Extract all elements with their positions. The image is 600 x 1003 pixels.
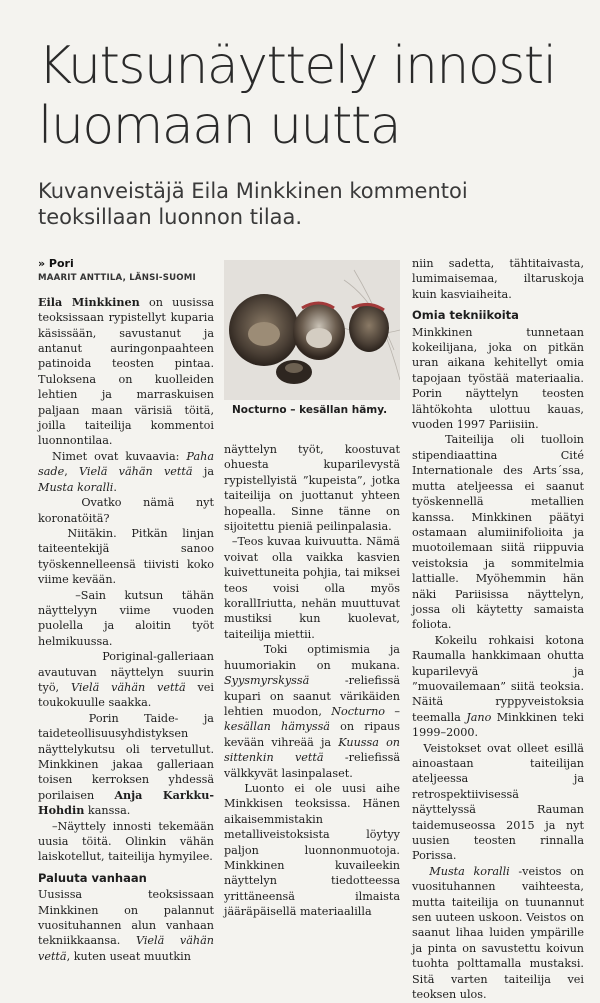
work-title: Vielä vähän vettä <box>38 934 214 963</box>
paragraph <box>38 588 214 650</box>
work-title: Nocturno – kesällan hämyssä <box>224 704 400 734</box>
paragraph <box>38 887 214 964</box>
work-title: Musta koralli <box>429 864 510 878</box>
paragraph <box>224 781 400 920</box>
work-title: Musta koralli <box>38 480 114 494</box>
work-title: Jano <box>466 710 492 724</box>
artist-name: Eila Minkkinen <box>38 294 140 309</box>
paragraph <box>412 864 584 1003</box>
text: , kuten useat muutkin <box>66 949 191 963</box>
text: Uusissa teoksissaan Minkkinen on palannut vuosituhannen alun vanhaan tekniikkaansa. <box>38 888 214 948</box>
text: Poriginal-galleriaan avautuvan näyttelyn suurin työ, <box>38 650 214 694</box>
text: on uusissa teoksissaan rypistellyt kuparia käsissään, savustanut ja antanut auringonpaahteen patinoida teosten pintaa. Tuloksena on kuolleiden lehtien ja marraskuisen paljaan maan värisiä töitä, joilla taiteilija kommentoi luonnontilaa. <box>38 295 215 448</box>
text: Kokeilu rohkaisi kotona Raumalla hankkimaan ohutta kuparilevyä ja ”muovailemaan” siitä teoksia. Näitä ryppyveistoksia teemalla <box>412 633 584 724</box>
text: Minkkinen teki 1999–2000. <box>412 710 584 740</box>
paragraph <box>38 711 214 819</box>
work-title: Kuussa on sittenkin vettä <box>224 735 401 765</box>
text: –Teos kuvaa kuivuutta. Nämä voivat olla vaikka kasvien kuivettuneita pohjia, tai miksei teos voisi olla myös korallIriutta, nehän muuttuvat mustiksi kun kuolevat, taiteilija miettii. <box>224 535 400 641</box>
article-headline: Kutsunäyttely innosti luomaan uutta <box>38 36 556 156</box>
text: kanssa. <box>84 804 131 818</box>
text: , <box>64 465 80 479</box>
text: -veistos on vuosituhannen vaihteesta, mutta taiteilija on tuunannut sen uuteen uskoon. Veistos on saanut lihaa luiden ympärille ja pinta on savustettu koivun tuohta polttamalla mustaksi. Sitä varten taiteilija vei teoksen ulos. <box>412 864 584 1002</box>
paragraph <box>224 534 400 642</box>
paragraph <box>412 741 584 864</box>
text: Ovatko nämä nyt koronatöitä? <box>38 496 214 525</box>
sculpture-photo <box>224 260 400 400</box>
paragraph <box>38 649 214 711</box>
text: Porin Taide- ja taideteollisuusyhdistyksen näyttelykutsu oli tervetullut. Minkkinen jakaa galleriaan toisen kerroksen yhdessä porilaisen <box>38 711 214 802</box>
artist-name: Anja Karkku-Hohdin <box>38 787 214 818</box>
text: näyttelyn työt, koostuvat ohuesta kuparilevystä rypistellyistä ”kupeista”, jotka taiteilija on juottanut yhteen hopealla. Sinne tänne on sijoitettu pieniä peilinpalasia. <box>224 443 400 534</box>
text: Minkkinen tunnetaan kokeilijana, joka on pitkän uran aikana kehitellyt omia tapojaan työstää materiaalia. Porin näyttelyn teosten lähtökohta ulottuu kauas, vuoden 1997 Pariisiin. <box>412 325 584 432</box>
article-column-1 <box>38 256 214 964</box>
work-title: Syysmyrskyssä <box>224 674 310 688</box>
text: -reliefissä välkkyvät lasinpalaset. <box>224 751 400 780</box>
location-tag: » Pori <box>38 257 74 270</box>
text: Toki optimismia ja huumoriakin on mukana. <box>224 643 400 672</box>
paragraph <box>224 642 400 781</box>
text: –Sain kutsun tähän näyttelyyn viime vuoden puolella ja aloitin työt helmikuussa. <box>38 588 214 648</box>
text: Niitäkin. Pitkän linjan taiteentekijä sanoo työskennelleensä tiivisti koko viime kevään. <box>38 526 214 587</box>
sculpture-illustration <box>224 260 400 400</box>
article-deck: Kuvanveistäjä Eila Minkkinen kommentoi teoksillaan luonnon tilaa. <box>38 179 468 229</box>
article-column-2 <box>224 442 400 920</box>
byline: MAARIT ANTTILA, LÄNSI-SUOMI <box>38 273 196 284</box>
text: . <box>113 480 117 494</box>
paragraph <box>412 325 584 433</box>
paragraph <box>38 495 214 526</box>
text: vei toukokuulle saakka. <box>38 680 214 710</box>
paragraph <box>38 526 214 588</box>
paragraph <box>412 633 584 741</box>
article-column-3 <box>412 256 584 1003</box>
paragraph <box>38 819 214 865</box>
photo-caption: Nocturno – kesällan hämy. <box>232 404 388 416</box>
paragraph <box>412 432 584 632</box>
work-title: Paha sade <box>38 449 214 479</box>
subheading: Omia tekniikoita <box>412 308 519 323</box>
text: Taiteilija oli tuolloin stipendiaattina Cité Internationale des Arts´ssa, mutta ateljeessa ei saanut työskennellä metallien kanssa. Minkkinen päätyi ostamaan alumiinifolioita ja muotoilemaan siitä riippuvia veistoksia ja sommitelmia lattialle. Myöhemmin hän näki Pariisissa näyttelyn, jossa oli käytetty samaista foliota. <box>412 433 584 632</box>
text: Veistokset ovat olleet esillä ainoastaan taiteilijan ateljeessa ja retrospektiivisessä näyttelyssä Rauman taidemuseossa 2015 ja nyt uusien teosten rinnalla Porissa. <box>412 741 584 863</box>
text: Luonto ei ole uusi aihe Minkkisen teoksissa. Hänen aikaisemmistakin metalliveistoksista löytyy paljon luonnonmuotoja. Minkkinen kuvaileekin näyttelyn tiedotteessa yrittäneensä ilmaista jääräpäisellä materiaalilla <box>224 781 400 919</box>
text: niin sadetta, tähtitaivasta, lumimaisemaa, iltaruskoja kuin kasviaiheita. <box>412 257 584 301</box>
text: –Näyttely innosti tekemään uusia töitä. Olinkin vähän laiskotellut, taiteilija hymyilee. <box>38 819 214 864</box>
paragraph <box>412 256 584 302</box>
text: on ripaus kevään vihreää ja <box>224 720 400 749</box>
paragraph <box>38 449 214 495</box>
text: -reliefissä kupari on saanut värikäiden lehtien muodon, <box>224 674 400 718</box>
text: Nimet ovat kuvaavia: <box>52 449 187 463</box>
work-title: Vielä vähän vettä <box>70 680 186 694</box>
text: ja <box>192 465 214 479</box>
subheading: Paluuta vanhaan <box>38 870 147 885</box>
work-title: Vielä vähän vettä <box>79 465 193 479</box>
paragraph <box>38 295 214 449</box>
paragraph <box>224 442 400 534</box>
